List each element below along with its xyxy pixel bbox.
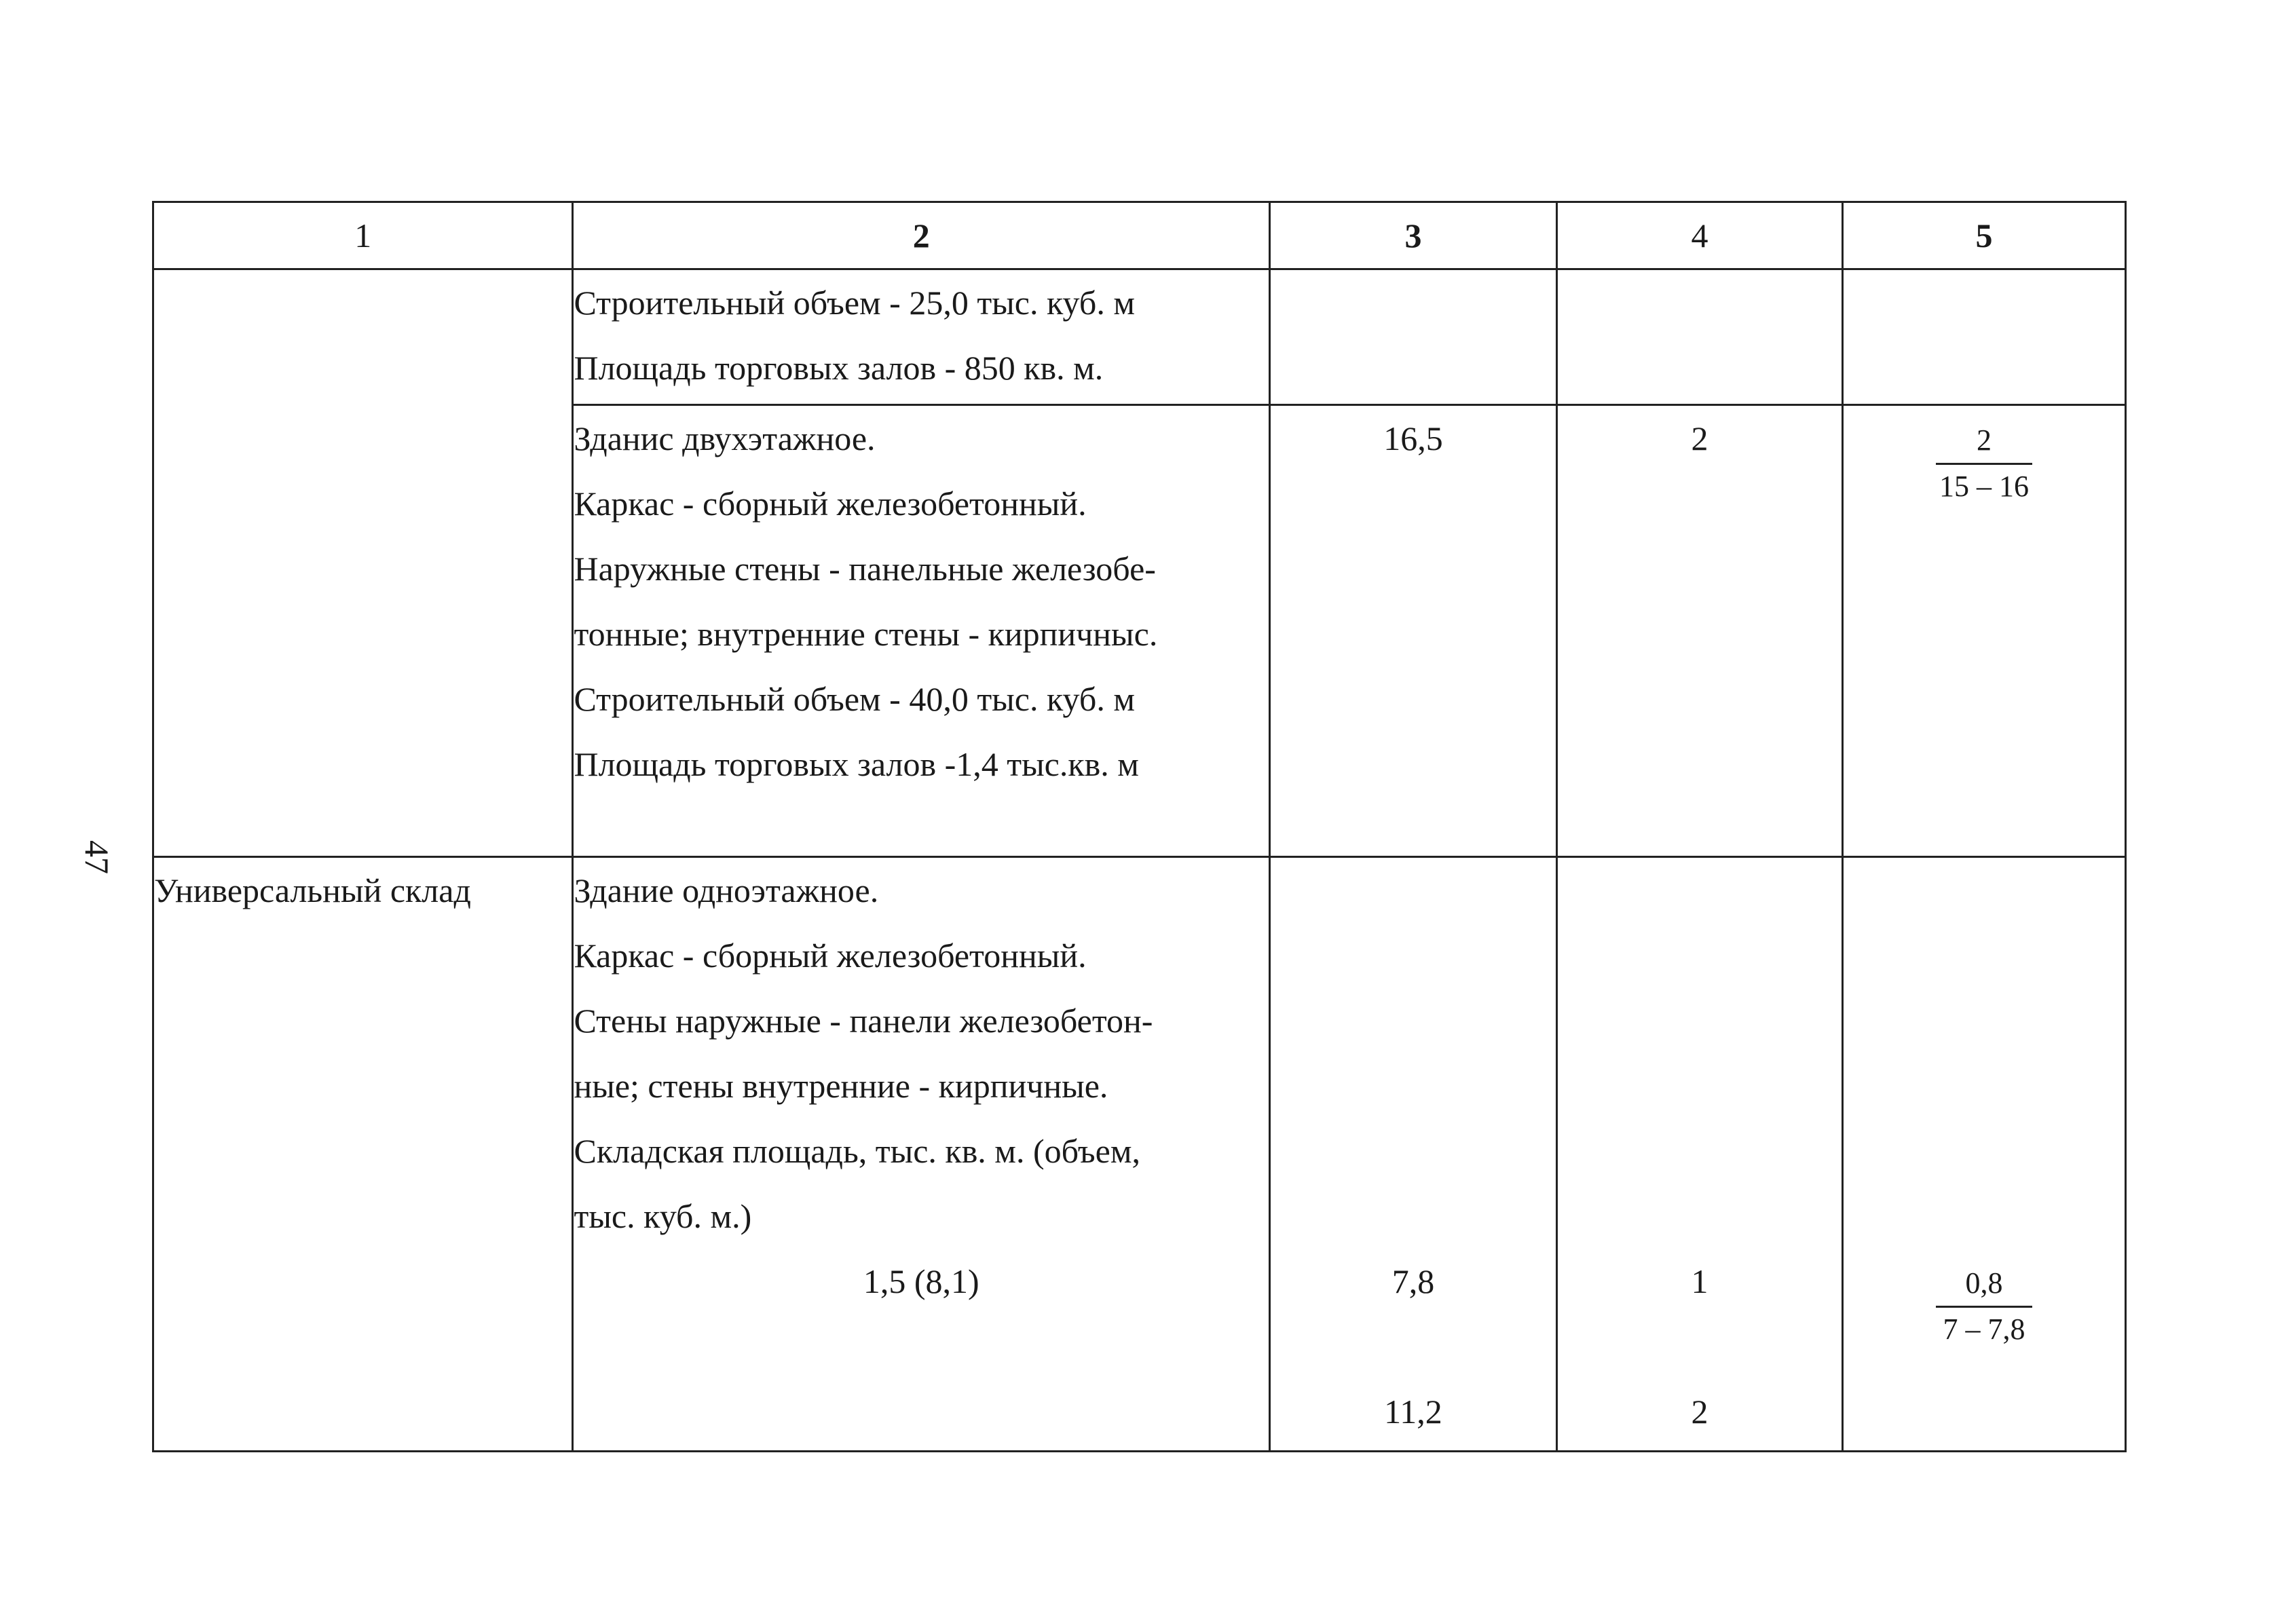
- header-cell-4: 4: [1556, 202, 1842, 269]
- value-text: 1,5 (8,1): [863, 1262, 979, 1300]
- fraction-numerator: 0,8: [1936, 1266, 2032, 1308]
- empty-cell: [1269, 269, 1556, 405]
- fraction: [1936, 1266, 2032, 1348]
- text-line: Каркас - сборный железобетонный.: [574, 485, 1087, 523]
- text-line: Каркас - сборный железобетонный.: [574, 937, 1087, 975]
- empty-cell: [1842, 269, 2125, 405]
- text-line: тонные; внутренние стены - кирпичныс.: [574, 615, 1158, 653]
- value-text: 2: [1691, 1393, 1708, 1431]
- description-cell: [573, 269, 1269, 405]
- text-line: Строительный объем - 25,0 тыс. куб. м: [574, 284, 1135, 322]
- table-row: [153, 857, 2126, 1452]
- header-cell-3: 3: [1269, 202, 1556, 269]
- value-cell: [1269, 405, 1556, 857]
- empty-cell: [1556, 269, 1842, 405]
- fraction: [1936, 423, 2032, 505]
- fraction-denominator: 7 – 7,8: [1943, 1312, 2025, 1346]
- description-cell: [573, 857, 1269, 1452]
- text-line: Строительный объем - 40,0 тыс. куб. м: [574, 680, 1135, 718]
- header-cell-5: 5: [1842, 202, 2125, 269]
- header-cell-2: 2: [573, 202, 1269, 269]
- text-line: тыс. куб. м.): [574, 1197, 752, 1235]
- page-number: 47: [78, 840, 116, 874]
- fraction-numerator: 2: [1936, 423, 2032, 465]
- fraction-cell: [1842, 857, 2125, 1452]
- value-cell: [1556, 405, 1842, 857]
- description-cell: [573, 405, 1269, 857]
- empty-cell: [153, 269, 573, 857]
- fraction-cell: [1842, 405, 2125, 857]
- value-cell: [1269, 857, 1556, 1452]
- table-row: [153, 269, 2126, 405]
- value-text: 1: [1691, 1262, 1708, 1300]
- text-line: Здание одноэтажное.: [574, 871, 879, 909]
- text-line: Наружные стены - панельные железобе-: [574, 550, 1156, 588]
- header-cell-1: 1: [153, 202, 573, 269]
- text-line: Зданис двухэтажное.: [574, 419, 876, 457]
- header-row: [153, 202, 2126, 269]
- text-line: Стены наружные - панели железобетон-: [574, 1002, 1153, 1040]
- value-text: 7,8: [1391, 1262, 1435, 1300]
- text-line: Площадь торговых залов -1,4 тыс.кв. м: [574, 745, 1139, 783]
- data-table: [152, 201, 2127, 1452]
- text-line: Складская площадь, тыс. кв. м. (объем,: [574, 1132, 1140, 1170]
- text-line: Площадь торговых залов - 850 кв. м.: [574, 349, 1104, 387]
- value-text: 2: [1691, 419, 1708, 457]
- value-cell: [1556, 857, 1842, 1452]
- text-line: ные; стены внутренние - кирпичные.: [574, 1067, 1108, 1105]
- fraction-denominator: 15 – 16: [1939, 469, 2029, 503]
- item-name: Универсальный склад: [154, 871, 471, 909]
- value-text: 11,2: [1384, 1393, 1442, 1431]
- value-text: 16,5: [1383, 419, 1443, 457]
- item-name-cell: [153, 857, 573, 1452]
